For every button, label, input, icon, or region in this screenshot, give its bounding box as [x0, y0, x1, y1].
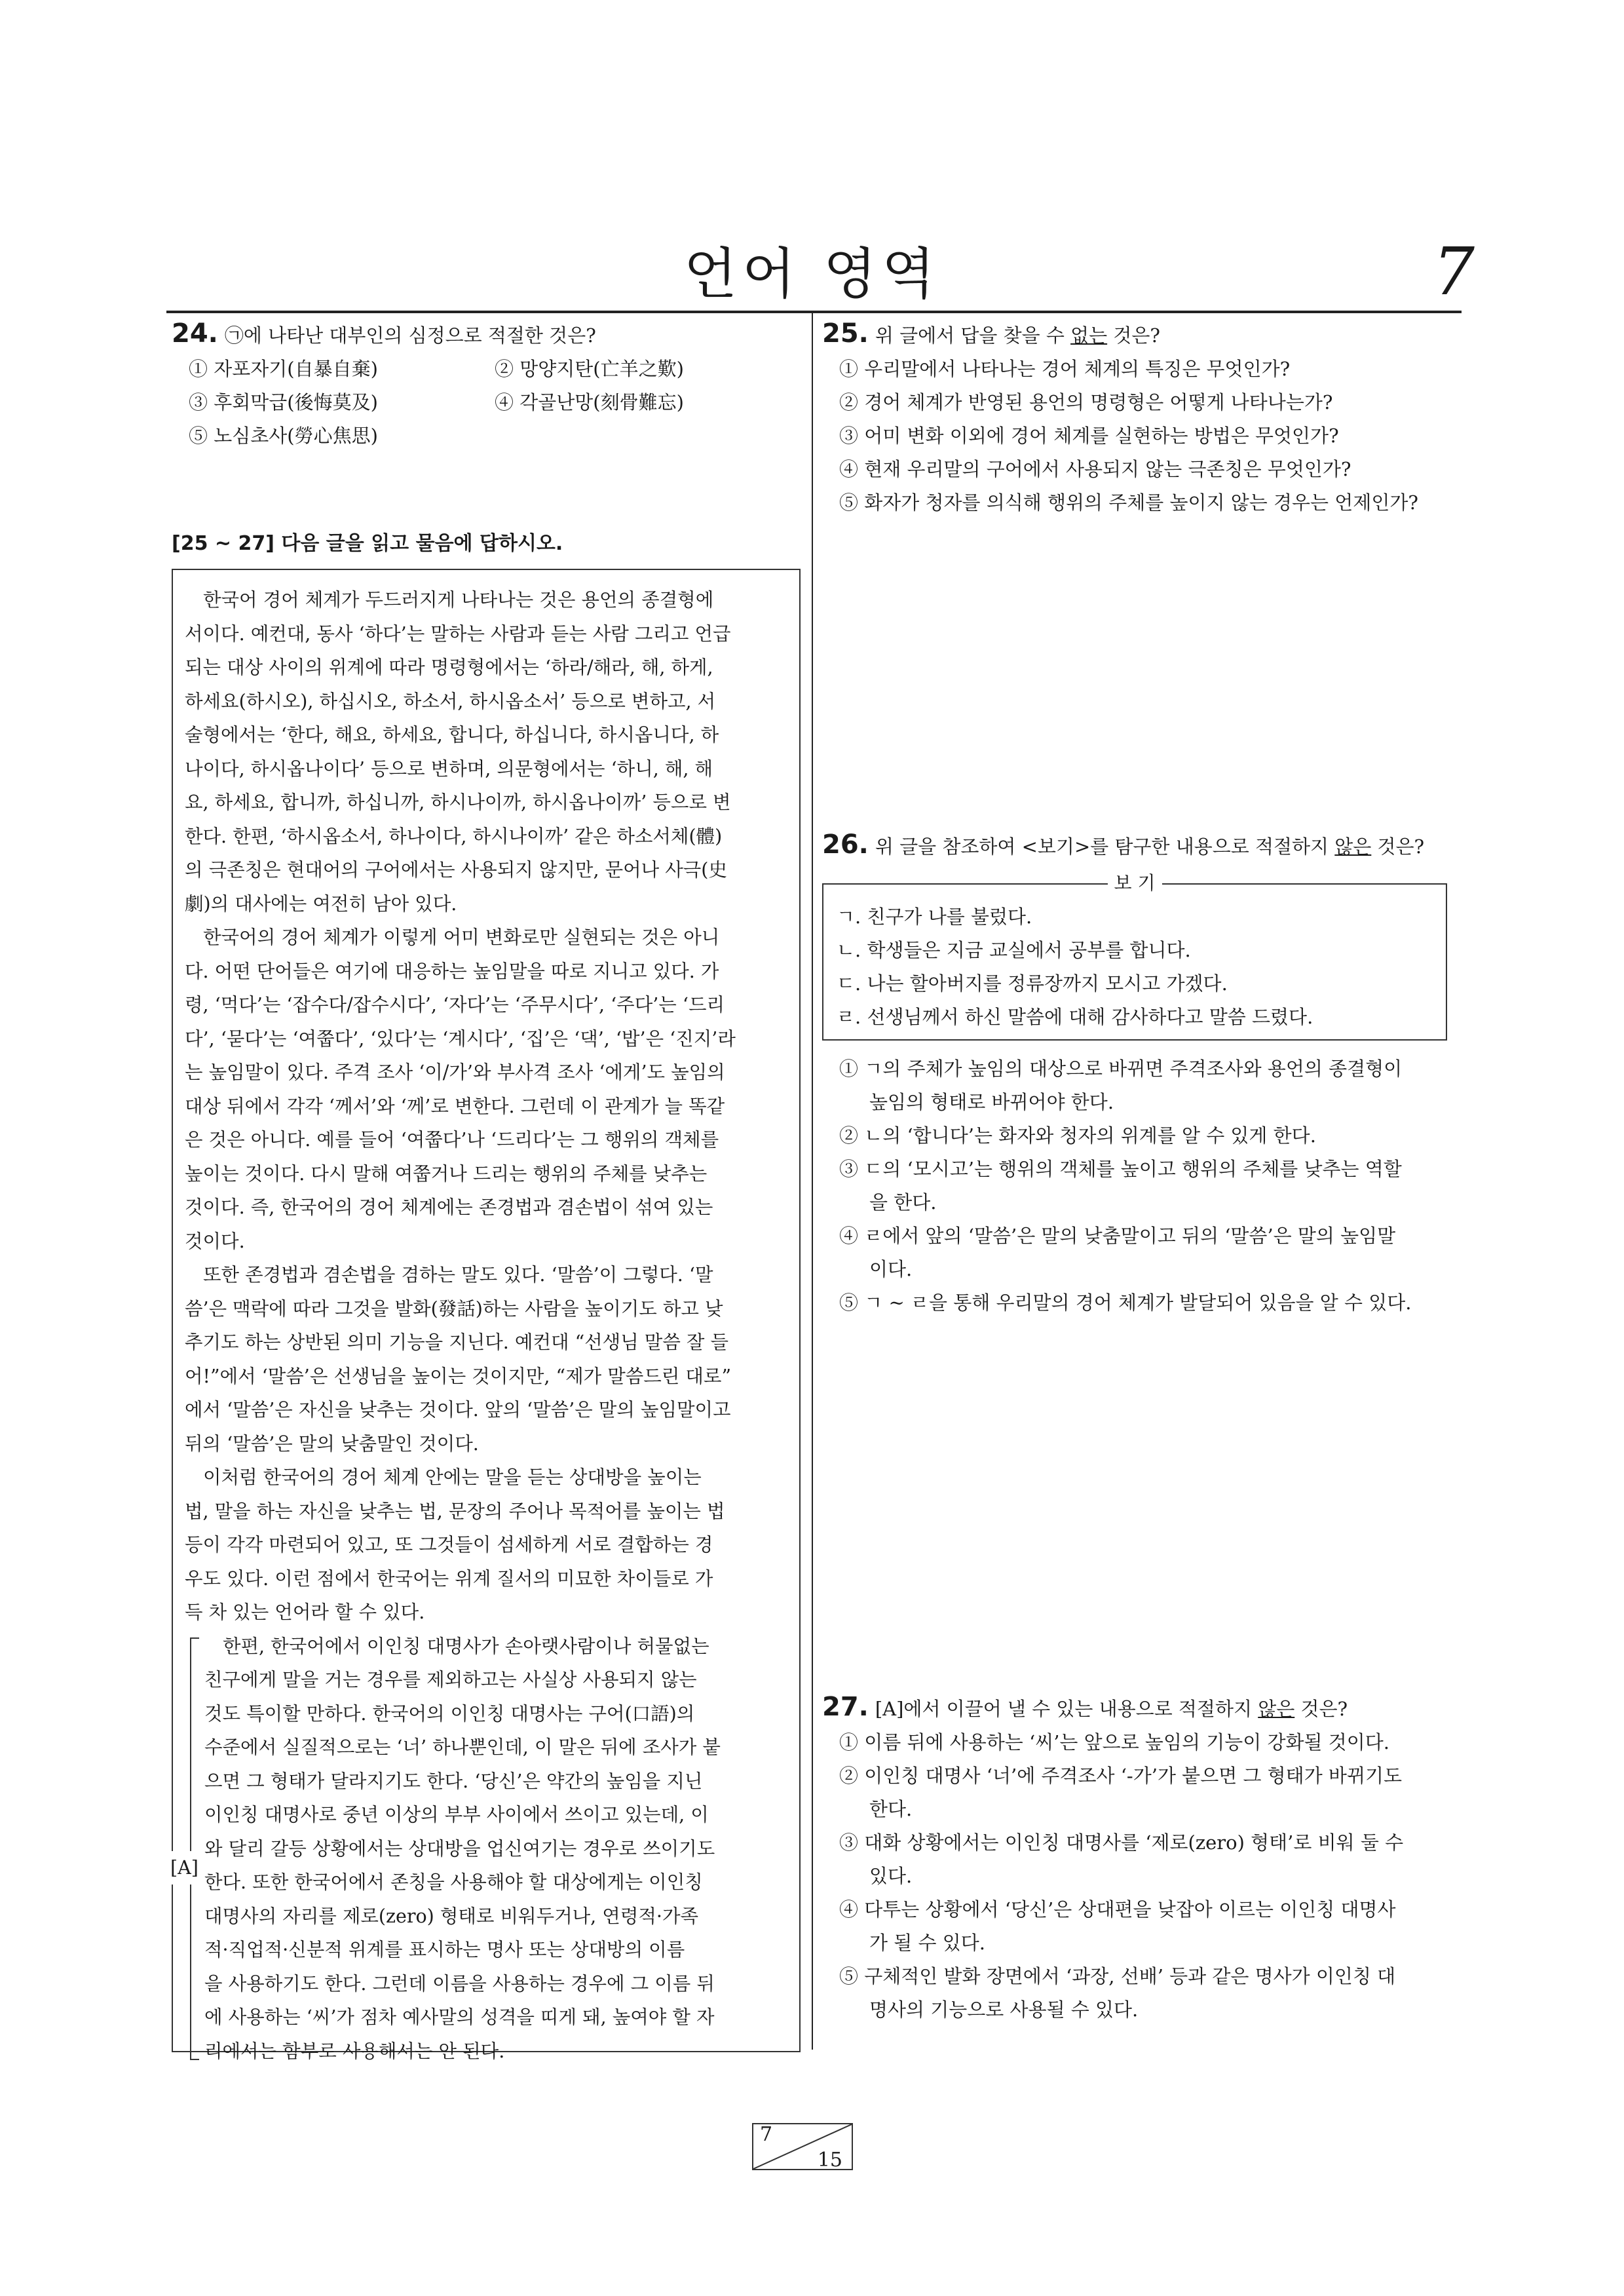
passage-line: 하세요(하시오), 하십시오, 하소서, 하시옵소서’ 등으로 변하고, 서 — [185, 690, 716, 712]
passage-line: 다’, ‘묻다’는 ‘여쭙다’, ‘있다’는 ‘계시다’, ‘집’은 ‘댁’, ‘밥’은 ‘진지’라 — [185, 1027, 736, 1050]
passage-line: 어!”에서 ‘말씀’은 선생님을 높이는 것이지만, “제가 말씀드린 대로” — [185, 1365, 732, 1387]
passage-line: 에 사용하는 ‘씨’가 점차 예사말의 성격을 띠게 돼, 높여야 할 자 — [204, 2006, 715, 2028]
option-5: ⑤ ㄱ ~ ㄹ을 통해 우리말의 경어 체계가 발달되어 있음을 알 수 있다. — [839, 1292, 1412, 1314]
option-1: ① 이름 뒤에 사용하는 ‘씨’는 앞으로 높임의 기능이 강화될 것이다. — [839, 1731, 1389, 1753]
question-stem-emphasis: 않은 — [1334, 835, 1372, 858]
total-pages: 15 — [817, 2149, 842, 2172]
passage-line: 되는 대상 사이의 위계에 따라 명령형에서는 ‘하라/해라, 해, 하게, — [185, 657, 713, 678]
example-line: ㄴ. 학생들은 지금 교실에서 공부를 합니다. — [837, 939, 1191, 961]
passage-line: 와 달리 갈등 상황에서는 상대방을 업신여기는 경우로 쓰이기도 — [204, 1837, 715, 1860]
question-stem-emphasis: 않은 — [1258, 1698, 1295, 1720]
passage-line: 높이는 것이다. 다시 말해 여쭙거나 드리는 행위의 주체를 낮추는 — [185, 1162, 708, 1185]
bracketed-section-a — [170, 1630, 787, 2069]
passage-line: 한다. 또한 한국어에서 존칭을 사용해야 할 대상에게는 이인칭 — [204, 1871, 703, 1893]
passage-line: 에서 ‘말씀’은 자신을 낮추는 것이다. 앞의 ‘말씀’은 말의 높임말이고 — [185, 1399, 731, 1421]
question-number: 26. — [822, 830, 869, 860]
passage-line: 한국어의 경어 체계가 이렇게 어미 변화로만 실현되는 것은 아니 — [203, 927, 720, 948]
header-rule — [166, 311, 1462, 313]
example-line: ㄱ. 친구가 나를 불렀다. — [837, 906, 1032, 928]
option-5: ⑤ 노심초사(勞心焦思) — [189, 425, 378, 447]
passage-line: 뒤의 ‘말씀’은 말의 낮춤말인 것이다. — [185, 1432, 479, 1455]
page-counter — [752, 2123, 853, 2170]
question-27 — [822, 1691, 1451, 2027]
column-divider — [812, 313, 813, 2050]
passage-line: 것이다. — [185, 1230, 245, 1252]
passage-line: 것이다. 즉, 한국어의 경어 체계에는 존경법과 겸손법이 섞여 있는 — [185, 1196, 713, 1218]
bracket-top — [190, 1637, 199, 1639]
reading-passage — [170, 569, 801, 2062]
paragraph-3 — [185, 1258, 787, 1461]
passage-line: 劇)의 대사에는 여전히 남아 있다. — [185, 892, 457, 915]
passage-line: 령, ‘먹다’는 ‘잡수다/잡수시다’, ‘자다’는 ‘주무시다’, ‘주다’는 ‘드리 — [185, 994, 725, 1016]
passage-line: 우도 있다. 이런 점에서 한국어는 위계 질서의 미묘한 차이들로 가 — [185, 1567, 713, 1590]
bracket-line — [190, 1637, 191, 2061]
paragraph-a — [204, 1630, 787, 2069]
bracket-bottom — [190, 2059, 199, 2060]
passage-line: 나이다, 하시옵나이다’ 등으로 변하며, 의문형에서는 ‘하니, 해, 해 — [185, 757, 713, 780]
option-4: ④ ㄹ에서 앞의 ‘말씀’은 말의 낮춤말이고 뒤의 ‘말씀’은 말의 높임말 — [839, 1225, 1396, 1247]
passage-line: 이처럼 한국어의 경어 체계 안에는 말을 듣는 상대방을 높이는 — [203, 1466, 702, 1488]
option-3: ③ 후회막급(後悔莫及) — [189, 391, 378, 413]
passage-line: 다. 어떤 단어들은 여기에 대응하는 높임말을 따로 지니고 있다. 가 — [185, 960, 719, 982]
paragraph-2 — [185, 921, 787, 1258]
section-instruction: [25 ~ 27] 다음 글을 읽고 물음에 답하시오. — [172, 532, 563, 555]
question-stem-emphasis: 없는 — [1070, 324, 1108, 347]
question-number: 24. — [172, 318, 218, 349]
option-1: ① 우리말에서 나타나는 경어 체계의 특징은 무엇인가? — [839, 358, 1291, 380]
bracket-label: [A] — [169, 1851, 200, 1885]
example-box — [822, 872, 1447, 1041]
question-stem: 것은? — [1371, 835, 1425, 858]
option-2: ② 망양지탄(亡羊之歎) — [495, 358, 684, 380]
example-box-title: 보 기 — [1108, 872, 1162, 894]
passage-line: 것도 특이할 만하다. 한국어의 이인칭 대명사는 구어(口語)의 — [204, 1702, 695, 1725]
option-4-cont: 이다. — [869, 1258, 913, 1280]
option-3-cont: 있다. — [869, 1865, 913, 1887]
question-25 — [822, 317, 1451, 520]
question-stem: 것은? — [1107, 324, 1160, 347]
question-stem: ㉠에 나타난 대부인의 심정으로 적절한 것은? — [224, 324, 596, 347]
passage-line: 을 사용하기도 한다. 그런데 이름을 사용하는 경우에 그 이름 뒤 — [204, 1972, 715, 1995]
passage-line: 한국어 경어 체계가 두드러지게 나타나는 것은 용언의 종결형에 — [203, 589, 714, 611]
passage-line: 법, 말을 하는 자신을 낮추는 법, 문장의 주어나 목적어를 높이는 법 — [185, 1500, 725, 1522]
passage-line: 씀’은 맥락에 따라 그것을 발화(發話)하는 사람을 높이기도 하고 낮 — [185, 1297, 723, 1320]
question-stem: [A]에서 이끌어 낼 수 있는 내용으로 적절하지 — [875, 1698, 1258, 1720]
page-number: 7 — [1433, 233, 1475, 310]
question-number: 27. — [822, 1692, 869, 1722]
question-stem: 위 글에서 답을 찾을 수 — [875, 324, 1071, 347]
passage-line: 으면 그 형태가 달라지기도 한다. ‘당신’은 약간의 높임을 지닌 — [204, 1770, 703, 1792]
paragraph-4 — [185, 1461, 787, 1630]
passage-line: 이인칭 대명사로 중년 이상의 부부 사이에서 쓰이고 있는데, 이 — [204, 1804, 709, 1826]
option-4: ④ 현재 우리말의 구어에서 사용되지 않는 극존칭은 무엇인가? — [839, 458, 1351, 480]
option-1: ① 자포자기(自暴自棄) — [189, 358, 378, 380]
passage-line: 리에서는 함부로 사용해서는 안 된다. — [204, 2040, 505, 2062]
passage-line: 친구에게 말을 거는 경우를 제외하고는 사실상 사용되지 않는 — [204, 1669, 697, 1691]
passage-line: 또한 존경법과 겸손법을 겸하는 말도 있다. ‘말씀’이 그렇다. ‘말 — [203, 1264, 713, 1286]
option-5-cont: 명사의 기능으로 사용될 수 있다. — [869, 1999, 1139, 2021]
option-4: ④ 다투는 상황에서 ‘당신’은 상대편을 낮잡아 이르는 이인칭 대명사 — [839, 1898, 1396, 1921]
passage-line: 한편, 한국어에서 이인칭 대명사가 손아랫사람이나 허물없는 — [223, 1635, 709, 1657]
option-2: ② 경어 체계가 반영된 용언의 명령형은 어떻게 나타나는가? — [839, 391, 1333, 413]
passage-line: 는 높임말이 있다. 주격 조사 ‘이/가’와 부사격 조사 ‘에게’도 높임의 — [185, 1062, 725, 1083]
option-1: ① ㄱ의 주체가 높임의 대상으로 바뀌면 주격조사와 용언의 종결형이 — [839, 1058, 1403, 1080]
example-line: ㄹ. 선생님께서 하신 말씀에 대해 감사하다고 말씀 드렸다. — [837, 1006, 1313, 1028]
question-26 — [822, 828, 1451, 1320]
passage-line: 등이 각각 마련되어 있고, 또 그것들이 섬세하게 서로 결합하는 경 — [185, 1534, 713, 1556]
passage-line: 수준에서 실질적으로는 ‘너’ 하나뿐인데, 이 말은 뒤에 조사가 붙 — [204, 1736, 721, 1758]
passage-line: 술형에서는 ‘한다, 해요, 하세요, 합니다, 하십니다, 하시옵니다, 하 — [185, 724, 719, 746]
question-stem: 것은? — [1294, 1698, 1348, 1720]
option-3: ③ 대화 상황에서는 이인칭 대명사를 ‘제로(zero) 형태’로 비워 둘 수 — [839, 1831, 1404, 1854]
current-page: 7 — [760, 2123, 773, 2146]
passage-line: 대명사의 자리를 제로(zero) 형태로 비워두거나, 연령적·가족 — [204, 1905, 699, 1927]
passage-line: 은 것은 아니다. 예를 들어 ‘여쭙다’나 ‘드리다’는 그 행위의 객체를 — [185, 1129, 719, 1151]
passage-line: 추기도 하는 상반된 의미 기능을 지닌다. 예컨대 “선생님 말씀 잘 들 — [185, 1331, 729, 1353]
question-stem: 위 글을 참조하여 <보기>를 탐구한 내용으로 적절하지 — [875, 835, 1335, 858]
option-3-cont: 을 한다. — [869, 1191, 937, 1214]
option-5: ⑤ 화자가 청자를 의식해 행위의 주체를 높이지 않는 경우는 언제인가? — [839, 491, 1418, 514]
option-3: ③ ㄷ의 ‘모시고’는 행위의 객체를 높이고 행위의 주체를 낮추는 역할 — [839, 1158, 1402, 1180]
example-line: ㄷ. 나는 할아버지를 정류장까지 모시고 가겠다. — [837, 972, 1228, 995]
passage-line: 득 차 있는 언어라 할 수 있다. — [185, 1601, 425, 1623]
passage-line: 요, 하세요, 합니까, 하십니까, 하시나이까, 하시옵나이까’ 등으로 변 — [185, 792, 731, 813]
passage-line: 적·직업적·신분적 위계를 표시하는 명사 또는 상대방의 이름 — [204, 1939, 685, 1961]
option-4: ④ 각골난망(刻骨難忘) — [495, 391, 684, 413]
option-3: ③ 어미 변화 이외에 경어 체계를 실현하는 방법은 무엇인가? — [839, 425, 1339, 447]
option-2: ② ㄴ의 ‘합니다’는 화자와 청자의 위계를 알 수 있게 한다. — [839, 1124, 1316, 1147]
passage-line: 의 극존칭은 현대어의 구어에서는 사용되지 않지만, 문어나 사극(史 — [185, 859, 727, 881]
option-2-cont: 한다. — [869, 1798, 913, 1820]
option-4-cont: 가 될 수 있다. — [869, 1932, 985, 1954]
passage-line: 대상 뒤에서 각각 ‘께서’와 ‘께’로 변한다. 그런데 이 관계가 늘 똑같 — [185, 1095, 725, 1117]
paragraph-1 — [185, 583, 787, 921]
page-title: 언어 영역 — [683, 242, 941, 306]
option-2: ② 이인칭 대명사 ‘너’에 주격조사 ‘-가’가 붙으면 그 형태가 바뀌기도 — [839, 1765, 1402, 1787]
passage-line: 한다. 한편, ‘하시옵소서, 하나이다, 하시나이까’ 같은 하소서체(體) — [185, 825, 723, 847]
passage-line: 서이다. 예컨대, 동사 ‘하다’는 말하는 사람과 듣는 사람 그리고 언급 — [185, 622, 731, 645]
question-number: 25. — [822, 318, 869, 349]
option-1-cont: 높임의 형태로 바뀌어야 한다. — [869, 1091, 1114, 1113]
question-24 — [172, 317, 801, 453]
option-5: ⑤ 구체적인 발화 장면에서 ‘과장, 선배’ 등과 같은 명사가 이인칭 대 — [839, 1965, 1396, 1987]
